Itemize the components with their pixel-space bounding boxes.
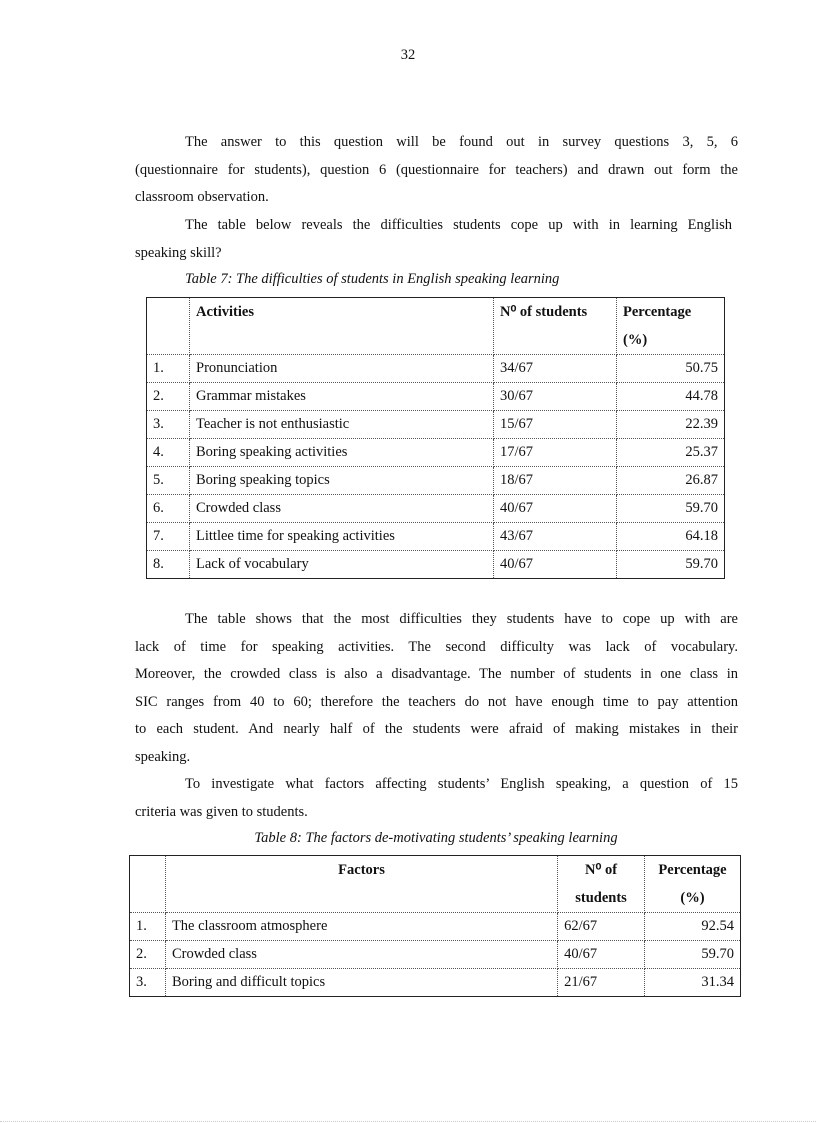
row-label: Teacher is not enthusiastic	[190, 411, 494, 439]
header-num-students	[558, 856, 645, 913]
paragraph-1	[135, 129, 738, 212]
row-index: 2.	[147, 383, 190, 411]
page-bottom-divider	[0, 1121, 816, 1122]
row-index: 1.	[147, 355, 190, 383]
table-row	[130, 969, 741, 997]
row-num-students: 21/67	[558, 969, 645, 997]
table-row	[130, 941, 741, 969]
table-header-row	[147, 298, 725, 355]
header-num-line2: students	[575, 890, 627, 906]
row-percentage: 64.18	[617, 523, 725, 551]
text-line: speaking skill?	[135, 244, 222, 261]
row-num-students: 40/67	[494, 551, 617, 579]
text-line: criteria was given to students.	[135, 803, 308, 820]
table8-caption: Table 8: The factors de-motivating students’ speaking learning	[254, 830, 618, 846]
row-label: Boring and difficult topics	[165, 969, 557, 997]
table-row	[147, 439, 725, 467]
text-line: Moreover, the crowded class is also a disadvantage. The number of students in one class in	[135, 666, 738, 683]
header-percentage	[617, 298, 725, 355]
row-label: Littlee time for speaking activities	[190, 523, 494, 551]
row-percentage: 22.39	[617, 411, 725, 439]
text-line: SIC ranges from 40 to 60; therefore the teachers do not have enough time to pay attention	[135, 693, 738, 710]
table-8	[129, 855, 741, 997]
row-index: 7.	[147, 523, 190, 551]
row-index: 3.	[147, 411, 190, 439]
row-num-students: 62/67	[558, 913, 645, 941]
table-row	[147, 551, 725, 579]
row-num-students: 40/67	[494, 495, 617, 523]
text-line: classroom observation.	[135, 189, 269, 206]
header-index	[130, 856, 166, 913]
row-index: 6.	[147, 495, 190, 523]
row-num-students: 17/67	[494, 439, 617, 467]
header-num-students: N⁰ of students	[494, 298, 617, 355]
header-factors: Factors	[165, 856, 557, 913]
header-pct-line1: Percentage	[623, 304, 692, 320]
row-index: 1.	[130, 913, 166, 941]
row-num-students: 40/67	[558, 941, 645, 969]
row-percentage: 92.54	[645, 913, 741, 941]
row-label: Boring speaking topics	[190, 467, 494, 495]
row-num-students: 15/67	[494, 411, 617, 439]
row-num-students: 43/67	[494, 523, 617, 551]
row-percentage: 31.34	[645, 969, 741, 997]
row-percentage: 44.78	[617, 383, 725, 411]
table-row	[147, 467, 725, 495]
text-line: The table shows that the most difficulties they students have to cope up with are	[185, 611, 738, 627]
row-num-students: 18/67	[494, 467, 617, 495]
row-percentage: 25.37	[617, 439, 725, 467]
text-line: The answer to this question will be found out in survey questions 3, 5, 6	[185, 134, 738, 150]
row-label: Crowded class	[190, 495, 494, 523]
row-index: 3.	[130, 969, 166, 997]
paragraph-4	[135, 771, 738, 826]
text-line: The table below reveals the difficulties students cope up with in learning English	[185, 217, 732, 233]
row-num-students: 30/67	[494, 383, 617, 411]
page-number: 32	[400, 47, 416, 63]
table-row	[130, 913, 741, 941]
row-index: 5.	[147, 467, 190, 495]
header-pct-line1: Percentage	[658, 862, 727, 878]
paragraph-2	[135, 212, 732, 267]
table-7	[146, 297, 725, 579]
table-row	[147, 495, 725, 523]
text-line: speaking.	[135, 748, 191, 765]
row-percentage: 26.87	[617, 467, 725, 495]
row-label: Boring speaking activities	[190, 439, 494, 467]
table-header-row	[130, 856, 741, 913]
text-line: (questionnaire for students), question 6 (questionnaire for teachers) and drawn out form the	[135, 161, 738, 178]
table-row	[147, 383, 725, 411]
header-percentage	[645, 856, 741, 913]
row-percentage: 59.70	[617, 495, 725, 523]
row-index: 8.	[147, 551, 190, 579]
row-label: Pronunciation	[190, 355, 494, 383]
text-line: To investigate what factors affecting students’ English speaking, a question of 15	[185, 776, 738, 792]
paragraph-3	[135, 606, 738, 772]
header-num-line1: N⁰ of	[585, 862, 618, 878]
table-row	[147, 411, 725, 439]
row-label: Crowded class	[165, 941, 557, 969]
table7-caption: Table 7: The difficulties of students in English speaking learning	[185, 271, 560, 287]
text-line: lack of time for speaking activities. The second difficulty was lack of vocabulary.	[135, 638, 738, 655]
row-label: Grammar mistakes	[190, 383, 494, 411]
header-pct-line2: (%)	[623, 332, 648, 348]
row-index: 4.	[147, 439, 190, 467]
text-line: to each student. And nearly half of the students were afraid of making mistakes in their	[135, 721, 738, 738]
row-percentage: 59.70	[617, 551, 725, 579]
row-num-students: 34/67	[494, 355, 617, 383]
row-label: The classroom atmosphere	[165, 913, 557, 941]
row-percentage: 50.75	[617, 355, 725, 383]
row-index: 2.	[130, 941, 166, 969]
row-label: Lack of vocabulary	[190, 551, 494, 579]
header-pct-line2: (%)	[680, 890, 705, 906]
table-row	[147, 523, 725, 551]
table-row	[147, 355, 725, 383]
header-index	[147, 298, 190, 355]
header-activities: Activities	[190, 298, 494, 355]
row-percentage: 59.70	[645, 941, 741, 969]
